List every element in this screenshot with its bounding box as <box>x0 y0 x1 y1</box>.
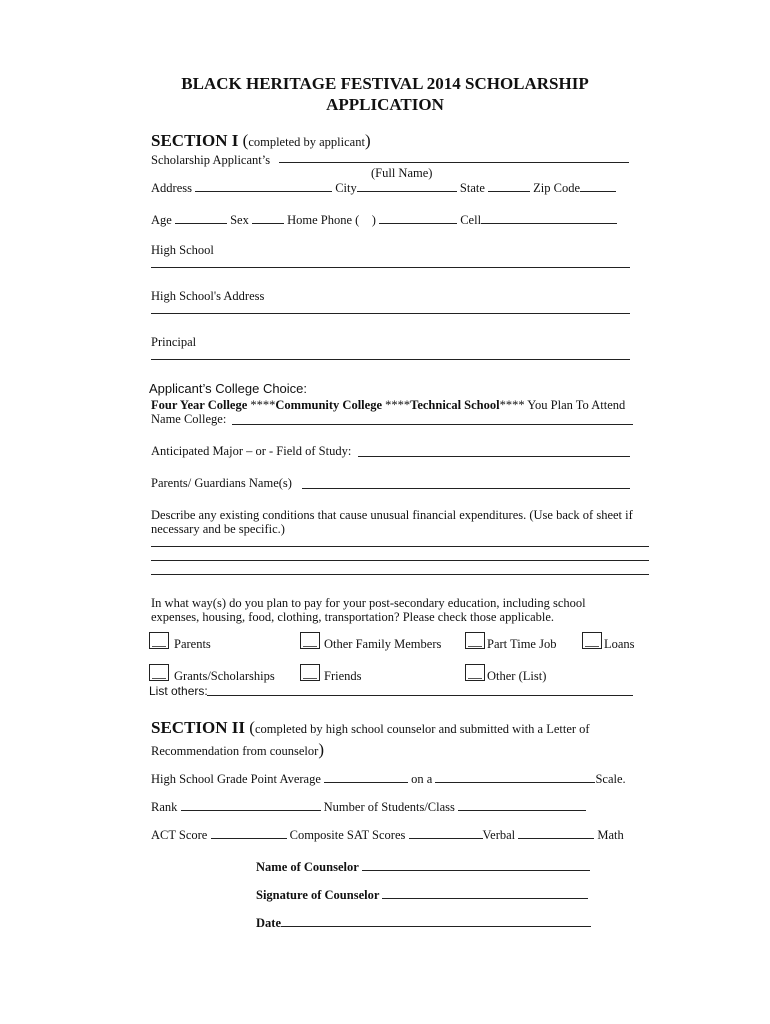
counselor-signature-line[interactable] <box>382 886 588 899</box>
city-line[interactable] <box>357 179 457 192</box>
rank-row <box>151 798 586 815</box>
college-name-label: Name College: <box>151 412 227 426</box>
payment-question-line2: expenses, housing, food, clothing, transportation? Please check those applicable. <box>151 610 555 624</box>
gpa-label: High School Grade Point Average <box>151 772 321 786</box>
state-label: State <box>459 181 485 195</box>
parents-option-label: Parents <box>174 637 211 651</box>
separator: **** <box>382 398 411 412</box>
parents-line[interactable] <box>302 488 630 489</box>
sex-line[interactable] <box>252 211 284 224</box>
verbal-line[interactable] <box>518 826 594 839</box>
gpa-line[interactable] <box>324 770 408 783</box>
major-label: Anticipated Major – or - Field of Study: <box>151 444 352 458</box>
college-name-line[interactable] <box>232 424 633 425</box>
age-line[interactable] <box>175 211 227 224</box>
gpa-row <box>151 770 626 787</box>
zip-label: Zip Code <box>533 181 581 195</box>
cell-line[interactable] <box>481 211 617 224</box>
sat-line[interactable] <box>409 826 483 839</box>
describe-text-line1: Describe any existing conditions that cause unusual financial expenditures. (Use back of sheet if <box>151 508 633 522</box>
math-label: Math <box>597 828 624 842</box>
describe-text-line2: necessary and be specific.) <box>151 522 285 536</box>
grants-option-label: Grants/Scholarships <box>174 669 275 683</box>
section2-heading: SECTION II (completed by high school counselor and submitted with a Letter of <box>151 718 590 737</box>
act-line[interactable] <box>211 826 287 839</box>
section1-heading-text: SECTION I <box>151 131 239 150</box>
section2-heading-text: SECTION II <box>151 718 246 737</box>
technical-school: Technical School <box>410 398 500 412</box>
list-others-line[interactable] <box>207 695 633 696</box>
counselor-signature-label: Signature of Counselor <box>256 888 380 902</box>
loans-option-label: Loans <box>604 637 635 651</box>
scale-line[interactable] <box>435 770 595 783</box>
num-students-label: Number of Students/Class <box>323 800 455 814</box>
principal-label: Principal <box>151 335 197 349</box>
four-year-college: Four Year College <box>151 398 248 412</box>
describe-answer-line[interactable] <box>151 560 649 561</box>
city-label: City <box>335 181 357 195</box>
section2-subtitle-line1: completed by high school counselor and submitted with a Letter of <box>254 722 590 736</box>
friends-option-label: Friends <box>324 669 362 683</box>
date-row <box>256 914 591 931</box>
state-line[interactable] <box>488 179 530 192</box>
age-row <box>151 211 617 228</box>
part-time-job-option-label: Part Time Job <box>487 637 557 651</box>
counselor-signature-row <box>256 886 588 903</box>
section2-subtitle-line2: Recommendation from counselor <box>151 744 319 758</box>
part-time-job-checkbox[interactable] <box>465 632 485 649</box>
applicant-name-label: Scholarship Applicant’s <box>151 153 271 167</box>
major-line[interactable] <box>358 456 630 457</box>
rank-line[interactable] <box>181 798 321 811</box>
college-choice-heading: Applicant’s College Choice: <box>149 381 308 396</box>
separator: **** <box>247 398 276 412</box>
high-school-line[interactable] <box>151 267 630 268</box>
full-name-caption: (Full Name) <box>371 166 433 180</box>
parents-checkbox[interactable] <box>149 632 169 649</box>
high-school-address-label: High School's Address <box>151 289 265 303</box>
on-a-label: on a <box>411 772 433 786</box>
section2-subtitle-line2-row: Recommendation from counselor) <box>151 740 324 759</box>
list-others-label: List others: <box>149 684 208 698</box>
high-school-label: High School <box>151 243 214 257</box>
sat-label: Composite SAT Scores <box>289 828 406 842</box>
home-phone-paren: ) <box>371 213 376 227</box>
section1-heading: SECTION I (completed by applicant) <box>151 131 371 150</box>
address-row <box>151 179 616 196</box>
num-students-line[interactable] <box>458 798 586 811</box>
plan-to-attend-text: You Plan To Attend <box>524 398 626 412</box>
parents-label: Parents/ Guardians Name(s) <box>151 476 292 490</box>
college-types-row <box>151 398 625 413</box>
age-label: Age <box>151 213 172 227</box>
friends-checkbox[interactable] <box>300 664 320 681</box>
form-title-line1: BLACK HERITAGE FESTIVAL 2014 SCHOLARSHIP <box>181 74 589 93</box>
community-college: Community College <box>275 398 382 412</box>
address-line[interactable] <box>195 179 332 192</box>
home-phone-line[interactable] <box>379 211 457 224</box>
other-list-option-label: Other (List) <box>487 669 547 683</box>
scores-row <box>151 826 624 843</box>
loans-checkbox[interactable] <box>582 632 602 649</box>
grants-checkbox[interactable] <box>149 664 169 681</box>
act-label: ACT Score <box>151 828 208 842</box>
sex-label: Sex <box>230 213 249 227</box>
form-title-line2: APPLICATION <box>326 95 444 114</box>
home-phone-label: Home Phone ( <box>287 213 360 227</box>
verbal-label: Verbal <box>482 828 516 842</box>
other-family-option-label: Other Family Members <box>324 637 442 651</box>
counselor-name-line[interactable] <box>362 858 590 871</box>
payment-question-line1: In what way(s) do you plan to pay for your post-secondary education, including school <box>151 596 586 610</box>
section1-subtitle: completed by applicant <box>248 135 365 149</box>
other-list-checkbox[interactable] <box>465 664 485 681</box>
principal-line[interactable] <box>151 359 630 360</box>
cell-label: Cell <box>460 213 482 227</box>
high-school-address-line[interactable] <box>151 313 630 314</box>
address-label: Address <box>151 181 192 195</box>
counselor-name-label: Name of Counselor <box>256 860 359 874</box>
zip-line[interactable] <box>580 179 616 192</box>
separator: **** <box>499 398 525 412</box>
other-family-checkbox[interactable] <box>300 632 320 649</box>
rank-label: Rank <box>151 800 178 814</box>
date-line[interactable] <box>281 914 591 927</box>
describe-answer-line[interactable] <box>151 574 649 575</box>
describe-answer-line[interactable] <box>151 546 649 547</box>
applicant-name-line[interactable] <box>279 162 629 163</box>
scale-label: Scale. <box>595 772 626 786</box>
date-label: Date <box>256 916 281 930</box>
counselor-name-row <box>256 858 590 875</box>
